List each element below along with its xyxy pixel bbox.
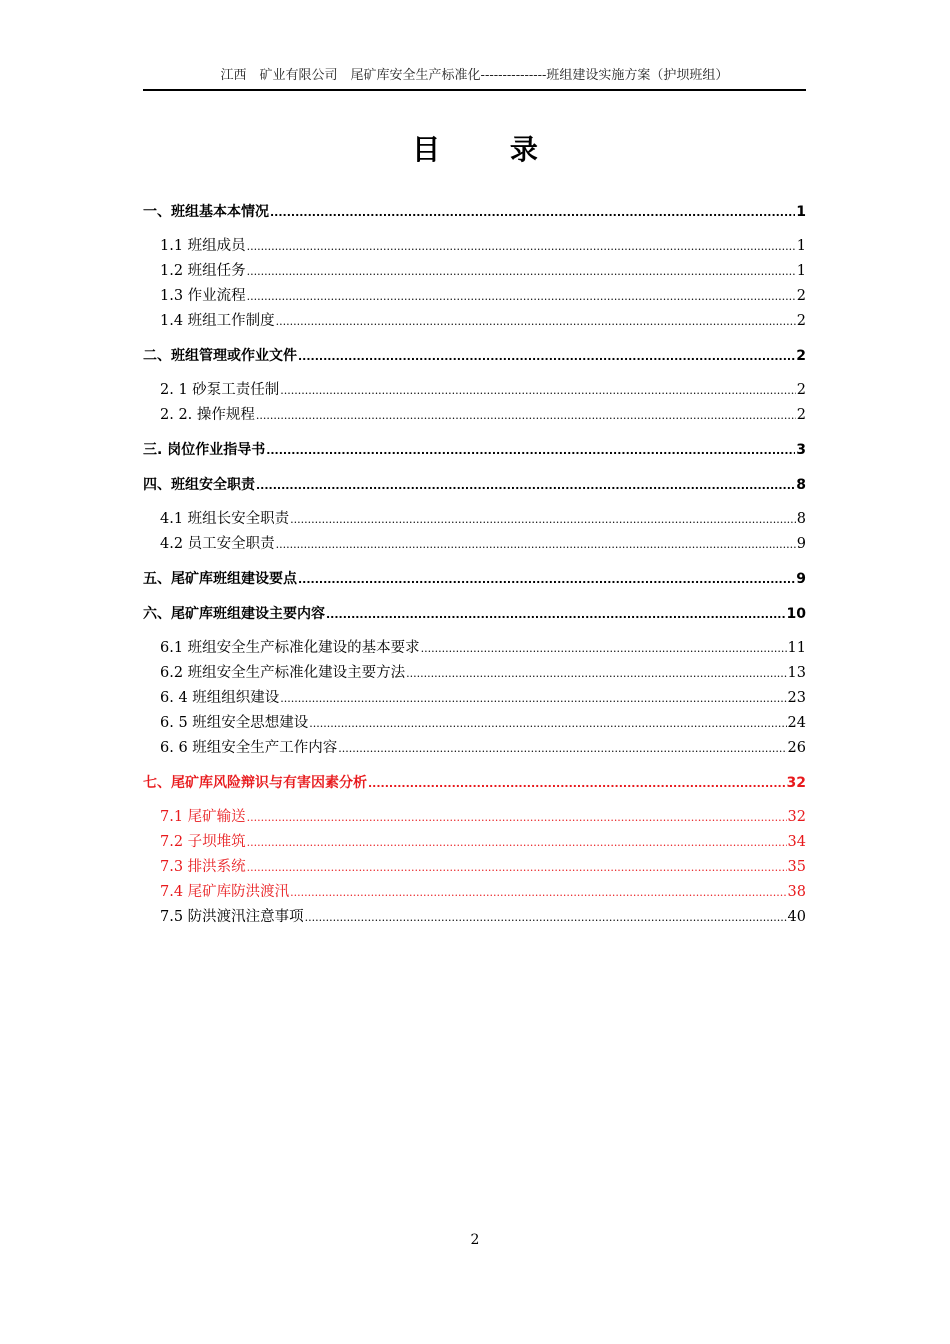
toc-leader-dots	[270, 200, 795, 225]
toc-entry-label: 6. 6 班组安全生产工作内容	[160, 740, 338, 756]
toc-entry-label: 二、班组管理或作业文件	[143, 348, 297, 364]
toc-section-entry[interactable]	[143, 344, 806, 369]
toc-entry-label: 1.4 班组工作制度	[160, 313, 275, 329]
toc-entry-label: 一、班组基本本情况	[143, 204, 269, 220]
toc-entry-page: 11	[787, 640, 806, 656]
toc-leader-dots	[247, 284, 796, 309]
toc-entry-page: 23	[787, 690, 806, 706]
toc-entry-page: 38	[787, 884, 806, 900]
toc-entry-page: 2	[796, 313, 806, 329]
toc-subsection-entry[interactable]	[143, 507, 806, 532]
toc-section-entry[interactable]	[143, 200, 806, 225]
toc-leader-dots	[421, 636, 787, 661]
toc-subsection-entry[interactable]	[143, 234, 806, 259]
toc-entry-label: 4.1 班组长安全职责	[160, 511, 290, 527]
toc-entry-label: 6.2 班组安全生产标准化建设主要方法	[160, 665, 406, 681]
toc-entry-page: 40	[787, 909, 806, 925]
toc-section-entry[interactable]	[143, 602, 806, 627]
toc-entry-page: 2	[796, 382, 806, 398]
toc-entry-page: 1	[796, 204, 806, 220]
toc-leader-dots	[276, 532, 796, 557]
toc-subsection-entry[interactable]	[143, 309, 806, 334]
toc-entry-page: 8	[796, 477, 806, 493]
toc-entry-page: 1	[796, 238, 806, 254]
toc-subsection-entry[interactable]	[143, 259, 806, 284]
toc-leader-dots	[247, 830, 787, 855]
toc-entry-page: 2	[796, 348, 806, 364]
toc-subsection-entry[interactable]	[143, 284, 806, 309]
toc-leader-dots	[266, 438, 795, 463]
toc-entry-page: 10	[786, 606, 806, 622]
toc-entry-page: 34	[787, 834, 806, 850]
toc-entry-page: 32	[786, 775, 806, 791]
toc-entry-label: 2. 1 砂泵工责任制	[160, 382, 280, 398]
toc-entry-label: 七、尾矿库风险辩识与有害因素分析	[143, 775, 367, 791]
toc-entry-page: 35	[787, 859, 806, 875]
toc-entry-label: 7.4 尾矿库防洪渡汛	[160, 884, 290, 900]
toc-leader-dots	[368, 771, 786, 796]
toc-leader-dots	[326, 602, 786, 627]
toc-leader-dots	[338, 736, 786, 761]
toc-entry-page: 8	[796, 511, 806, 527]
header-text: 江西 矿业有限公司 尾矿库安全生产标准化---------------班组建设实施方案（护坝班组）	[220, 68, 729, 83]
toc-leader-dots	[256, 403, 796, 428]
toc-subsection-entry[interactable]	[143, 711, 806, 736]
toc-leader-dots	[256, 473, 795, 498]
toc-subsection-entry[interactable]	[143, 686, 806, 711]
toc-entry-label: 六、尾矿库班组建设主要内容	[143, 606, 325, 622]
toc-subsection-entry[interactable]	[143, 736, 806, 761]
toc-leader-dots	[309, 711, 786, 736]
toc-subsection-entry[interactable]	[143, 880, 806, 905]
toc-leader-dots	[280, 686, 786, 711]
toc-entry-label: 1.3 作业流程	[160, 288, 246, 304]
toc-entry-page: 2	[796, 288, 806, 304]
toc-leader-dots	[290, 880, 786, 905]
toc-entry-label: 6. 5 班组安全思想建设	[160, 715, 309, 731]
toc-section-entry[interactable]	[143, 438, 806, 463]
toc-entry-label: 6. 4 班组组织建设	[160, 690, 280, 706]
toc-subsection-entry[interactable]	[143, 532, 806, 557]
toc-subsection-entry[interactable]	[143, 403, 806, 428]
toc-section-entry[interactable]	[143, 473, 806, 498]
toc-entry-label: 1.2 班组任务	[160, 263, 246, 279]
toc-entry-label: 2. 2. 操作规程	[160, 407, 255, 423]
toc-entry-page: 26	[787, 740, 806, 756]
toc-entry-label: 7.2 子坝堆筑	[160, 834, 246, 850]
toc-leader-dots	[247, 234, 796, 259]
toc-entry-label: 1.1 班组成员	[160, 238, 246, 254]
toc-subsection-entry[interactable]	[143, 378, 806, 403]
toc-leader-dots	[298, 567, 795, 592]
toc-entry-label: 四、班组安全职责	[143, 477, 255, 493]
toc-entry-page: 13	[787, 665, 806, 681]
toc-leader-dots	[305, 905, 787, 930]
toc-entry-label: 7.1 尾矿输送	[160, 809, 246, 825]
toc-leader-dots	[247, 259, 796, 284]
toc-entry-page: 9	[796, 571, 806, 587]
toc-leader-dots	[406, 661, 786, 686]
toc-entry-page: 9	[796, 536, 806, 552]
toc-subsection-entry[interactable]	[143, 661, 806, 686]
toc-title: 目 录	[412, 133, 568, 166]
toc-entry-page: 1	[796, 263, 806, 279]
toc-subsection-entry[interactable]	[143, 855, 806, 880]
toc-leader-dots	[276, 309, 796, 334]
toc-subsection-entry[interactable]	[143, 905, 806, 930]
toc-leader-dots	[280, 378, 795, 403]
toc-entry-label: 7.5 防洪渡汛注意事项	[160, 909, 304, 925]
page-number: 2	[470, 1232, 480, 1248]
toc-entry-page: 3	[796, 442, 806, 458]
table-of-contents	[143, 200, 806, 930]
toc-entry-page: 2	[796, 407, 806, 423]
toc-leader-dots	[290, 507, 796, 532]
toc-entry-label: 7.3 排洪系统	[160, 859, 246, 875]
toc-entry-label: 6.1 班组安全生产标准化建设的基本要求	[160, 640, 420, 656]
toc-subsection-entry[interactable]	[143, 805, 806, 830]
toc-subsection-entry[interactable]	[143, 830, 806, 855]
toc-leader-dots	[247, 805, 787, 830]
toc-leader-dots	[298, 344, 795, 369]
toc-subsection-entry[interactable]	[143, 636, 806, 661]
toc-entry-label: 五、尾矿库班组建设要点	[143, 571, 297, 587]
toc-entry-label: 三. 岗位作业指导书	[143, 442, 266, 458]
toc-entry-page: 24	[787, 715, 806, 731]
page-header	[143, 66, 806, 91]
toc-section-entry[interactable]	[143, 567, 806, 592]
toc-entry-page: 32	[787, 809, 806, 825]
toc-entry-label: 4.2 员工安全职责	[160, 536, 275, 552]
toc-section-entry[interactable]	[143, 771, 806, 796]
toc-leader-dots	[247, 855, 787, 880]
